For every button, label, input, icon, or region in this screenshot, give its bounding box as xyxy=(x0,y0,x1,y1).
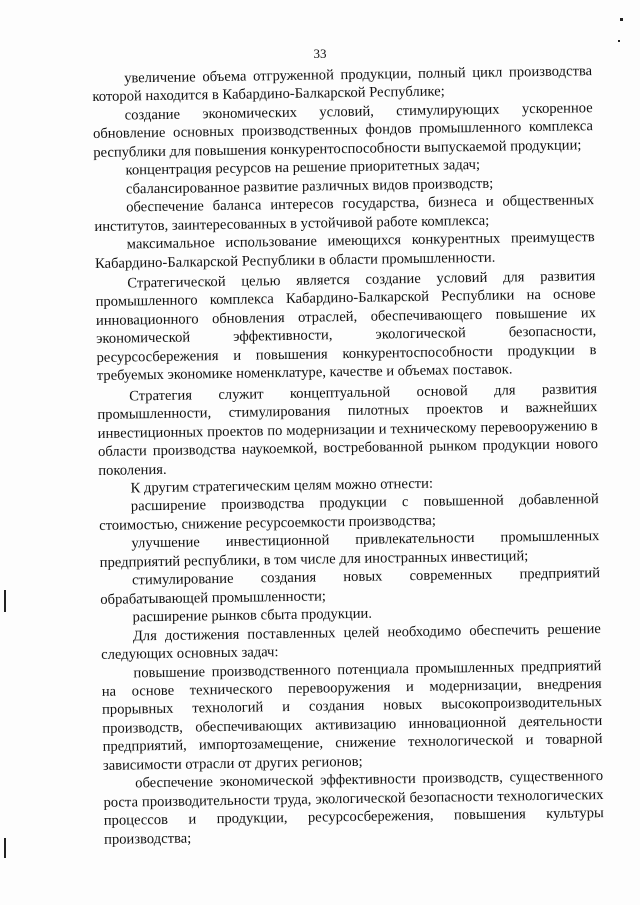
scan-edge-mark xyxy=(4,838,6,858)
paragraph: Для достижения поставленных целей необходимо обеспечить решение следующих основных задач: xyxy=(101,620,601,663)
paragraph: создание экономических условий, стимулирующих ускоренное обновление основных производственных фондов промышленного комплекса республики для повышения конкурентоспособности выпускаемой продукции; xyxy=(92,100,594,161)
paragraph: повышение производственного потенциала промышленных предприятий на основе технического перевооружения и модернизации, внедрения прорывных технологий и создания новых высокопроизводительных производств, обеспечивающих активизацию инновационной деятельности предприятий, импортозамещение, снижение технологической и товарной зависимости отрасли от других регионов; xyxy=(101,657,603,774)
paragraph: расширение производства продукции с повышенной добавленной стоимостью, снижение ресурсоемкости производства; xyxy=(99,491,599,534)
paragraph: концентрация ресурсов на решение приоритетных задач; xyxy=(125,157,481,179)
scan-speck xyxy=(620,18,623,21)
paragraph: Стратегической целью является создание условий для развития промышленного комплекса Кабардино-Балкарской Республики на основе инновационного обновления отраслей, обеспечивающего повышение их экономической эффективности, экологической безопасности, ресурсосбережения и повышения конкурентоспособности продукции в требуемых экономике номенклатуре, качестве и объемах поставок. xyxy=(95,268,597,385)
paragraph: обеспечение баланса интересов государства, бизнеса и общественных институтов, заинтересованных в устойчивой работе комплекса; xyxy=(94,192,595,235)
paragraph: К другим стратегическим целям можно отнести: xyxy=(130,475,434,497)
paragraph: сбалансированное развитие различных видов производств; xyxy=(125,175,494,198)
paragraph: увеличение объема отгруженной продукции, полный цикл производства которой находится в Кабардино-Балкарской Республике; xyxy=(92,63,593,106)
paragraph: стимулирование создания новых современных предприятий обрабатывающей промышленности; xyxy=(100,565,601,608)
paragraph: Стратегия служит концептуальной основой для развития промышленности, стимулирования пилотных проектов и важнейших инвестиционных проектов по модернизации и техническому перевооружению в области производства наукоемкой, востребованной рынком продукции нового поколения. xyxy=(97,380,599,479)
paragraph: улучшение инвестиционной привлекательности промышленных предприятий республики, в том числе для иностранных инвестиций; xyxy=(99,528,600,571)
scan-edge-mark xyxy=(4,590,6,612)
page-number: 33 xyxy=(313,46,327,61)
paragraph: максимальное использование имеющихся конкурентных преимуществ Кабардино-Балкарской Республики в области промышленности. xyxy=(94,229,595,272)
paragraph: расширение рынков сбыта продукции. xyxy=(132,605,373,626)
body-text xyxy=(92,62,604,849)
scan-speck xyxy=(618,40,620,42)
paragraph: обеспечение экономической эффективности производств, существенного роста производительности труда, экологической безопасности технологических процессов и продукции, ресурсосбережения, повышения культуры производства; xyxy=(103,768,604,848)
